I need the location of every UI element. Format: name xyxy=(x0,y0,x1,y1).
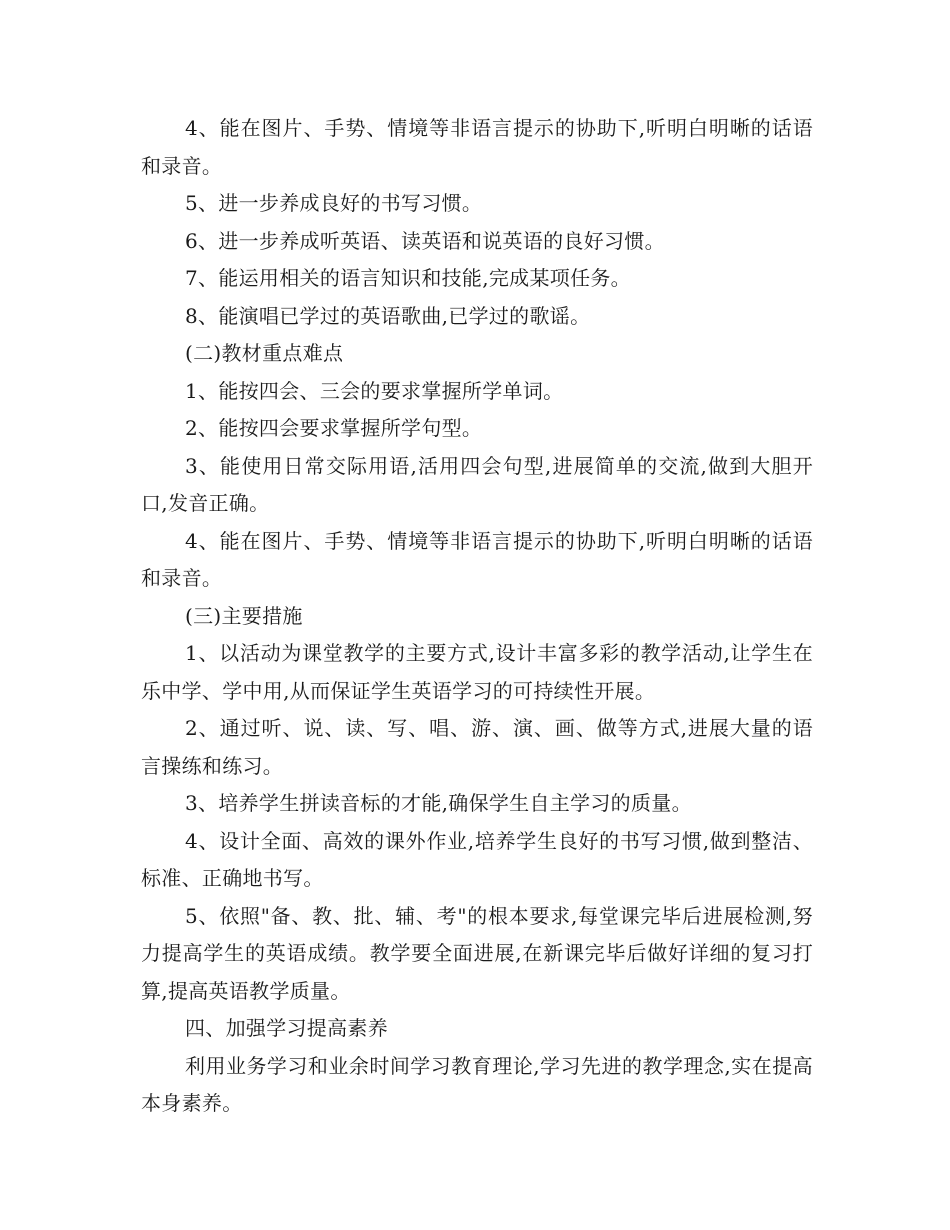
paragraph-key-point-3: 3、能使用日常交际用语,活用四会句型,进展简单的交流,做到大胆开口,发音正确。 xyxy=(141,453,813,515)
paragraph-goal-7: 7、能运用相关的语言知识和技能,完成某项任务。 xyxy=(185,266,631,290)
paragraph-key-point-2: 2、能按四会要求掌握所学句型。 xyxy=(185,416,483,440)
paragraph-goal-5: 5、进一步养成良好的书写习惯。 xyxy=(185,191,483,215)
section-heading-key-points: (二)教材重点难点 xyxy=(185,341,344,365)
paragraph-measure-2: 2、通过听、说、读、写、唱、游、演、画、做等方式,进展大量的语言操练和练习。 xyxy=(141,716,813,778)
paragraph-key-point-4: 4、能在图片、手势、情境等非语言提示的协助下,听明白明晰的话语和录音。 xyxy=(141,528,813,590)
paragraph-measure-1: 1、以活动为课堂教学的主要方式,设计丰富多彩的教学活动,让学生在乐中学、学中用,从而保证学生英语学习的可持续性开展。 xyxy=(141,641,813,703)
paragraph-study: 利用业务学习和业余时间学习教育理论,学习先进的教学理念,实在提高本身素养。 xyxy=(141,1053,813,1115)
paragraph-goal-8: 8、能演唱已学过的英语歌曲,已学过的歌谣。 xyxy=(185,303,591,328)
document-body xyxy=(141,110,813,1123)
section-heading-study: 四、加强学习提高素养 xyxy=(185,1016,388,1040)
paragraph-measure-4: 4、设计全面、高效的课外作业,培养学生良好的书写习惯,做到整洁、标准、正确地书写。 xyxy=(141,828,813,890)
paragraph-measure-5: 5、依照"备、教、批、辅、考"的根本要求,每堂课完毕后进展检测,努力提高学生的英语成绩。教学要全面进展,在新课完毕后做好详细的复习打算,提高英语教学质量。 xyxy=(141,903,813,1003)
paragraph-key-point-1: 1、能按四会、三会的要求掌握所学单词。 xyxy=(185,378,564,403)
section-heading-measures: (三)主要措施 xyxy=(185,603,303,628)
paragraph-measure-3: 3、培养学生拼读音标的才能,确保学生自主学习的质量。 xyxy=(185,791,692,815)
paragraph-goal-6: 6、进一步养成听英语、读英语和说英语的良好习惯。 xyxy=(185,228,665,253)
paragraph-goal-4: 4、能在图片、手势、情境等非语言提示的协助下,听明白明晰的话语和录音。 xyxy=(141,116,813,178)
